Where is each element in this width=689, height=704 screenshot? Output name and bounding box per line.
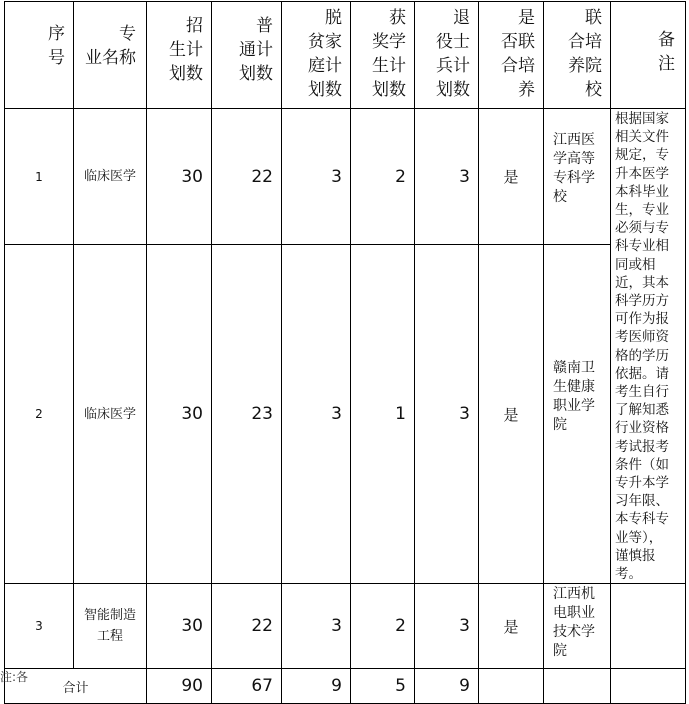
row-award: 2 [351, 109, 415, 245]
header-award: 获 奖学 生计 划数 [351, 2, 415, 109]
row-joint: 是 [479, 109, 544, 245]
row-poverty: 3 [282, 245, 351, 584]
row-enroll: 30 [147, 109, 212, 245]
enrollment-plan-table [4, 1, 686, 704]
total-award: 5 [351, 669, 415, 704]
row-veteran: 3 [415, 109, 479, 245]
row-seq: 1 [5, 109, 74, 245]
remarks-empty [611, 584, 686, 669]
row-seq: 2 [5, 245, 74, 584]
total-label: 合计 [5, 669, 147, 704]
remarks-note: 根据国家 相关文件 规定，专 升本医学 本科毕业 生，专业 必须与专 科专业相 同或相 近，其本 科学历方 可作为报 考医师资 格的学历 依据。请 考生自行 了解知悉 行业资格 考试报考 条件（如 专升本学 习年限、 本专科专 业等）， 谨慎报 考。 [611, 109, 686, 584]
total-empty [611, 669, 686, 704]
header-veteran: 退 役士 兵计 划数 [415, 2, 479, 109]
row-award: 1 [351, 245, 415, 584]
total-empty [479, 669, 544, 704]
total-enroll: 90 [147, 669, 212, 704]
row-general: 22 [212, 109, 282, 245]
row-poverty: 3 [282, 584, 351, 669]
table-row [5, 109, 686, 245]
header-major: 专 业名称 [74, 2, 147, 109]
footnote-fragment: 注:各 [0, 670, 29, 684]
row-joint: 是 [479, 584, 544, 669]
row-veteran: 3 [415, 245, 479, 584]
header-general: 普 通计 划数 [212, 2, 282, 109]
row-award: 2 [351, 584, 415, 669]
row-major: 临床医学 [74, 245, 147, 584]
row-major: 智能制造 工程 [74, 584, 147, 669]
row-seq: 3 [5, 584, 74, 669]
header-poverty: 脱 贫家 庭计 划数 [282, 2, 351, 109]
row-school: 赣南卫 生健康 职业学 院 [544, 245, 611, 584]
row-veteran: 3 [415, 584, 479, 669]
header-row [5, 2, 686, 109]
total-row [5, 669, 686, 704]
row-school: 江西机 电职业 技术学 院 [544, 584, 611, 669]
header-seq: 序 号 [5, 2, 74, 109]
row-joint: 是 [479, 245, 544, 584]
total-veteran: 9 [415, 669, 479, 704]
row-school: 江西医 学高等 专科学 校 [544, 109, 611, 245]
total-poverty: 9 [282, 669, 351, 704]
header-note: 备 注 [611, 2, 686, 109]
row-major: 临床医学 [74, 109, 147, 245]
header-school: 联 合培 养院 校 [544, 2, 611, 109]
total-general: 67 [212, 669, 282, 704]
table-row [5, 245, 686, 584]
row-general: 23 [212, 245, 282, 584]
row-enroll: 30 [147, 245, 212, 584]
header-joint: 是 否联 合培 养 [479, 2, 544, 109]
total-empty [544, 669, 611, 704]
header-enroll: 招 生计 划数 [147, 2, 212, 109]
row-general: 22 [212, 584, 282, 669]
table-row [5, 584, 686, 669]
row-poverty: 3 [282, 109, 351, 245]
row-enroll: 30 [147, 584, 212, 669]
